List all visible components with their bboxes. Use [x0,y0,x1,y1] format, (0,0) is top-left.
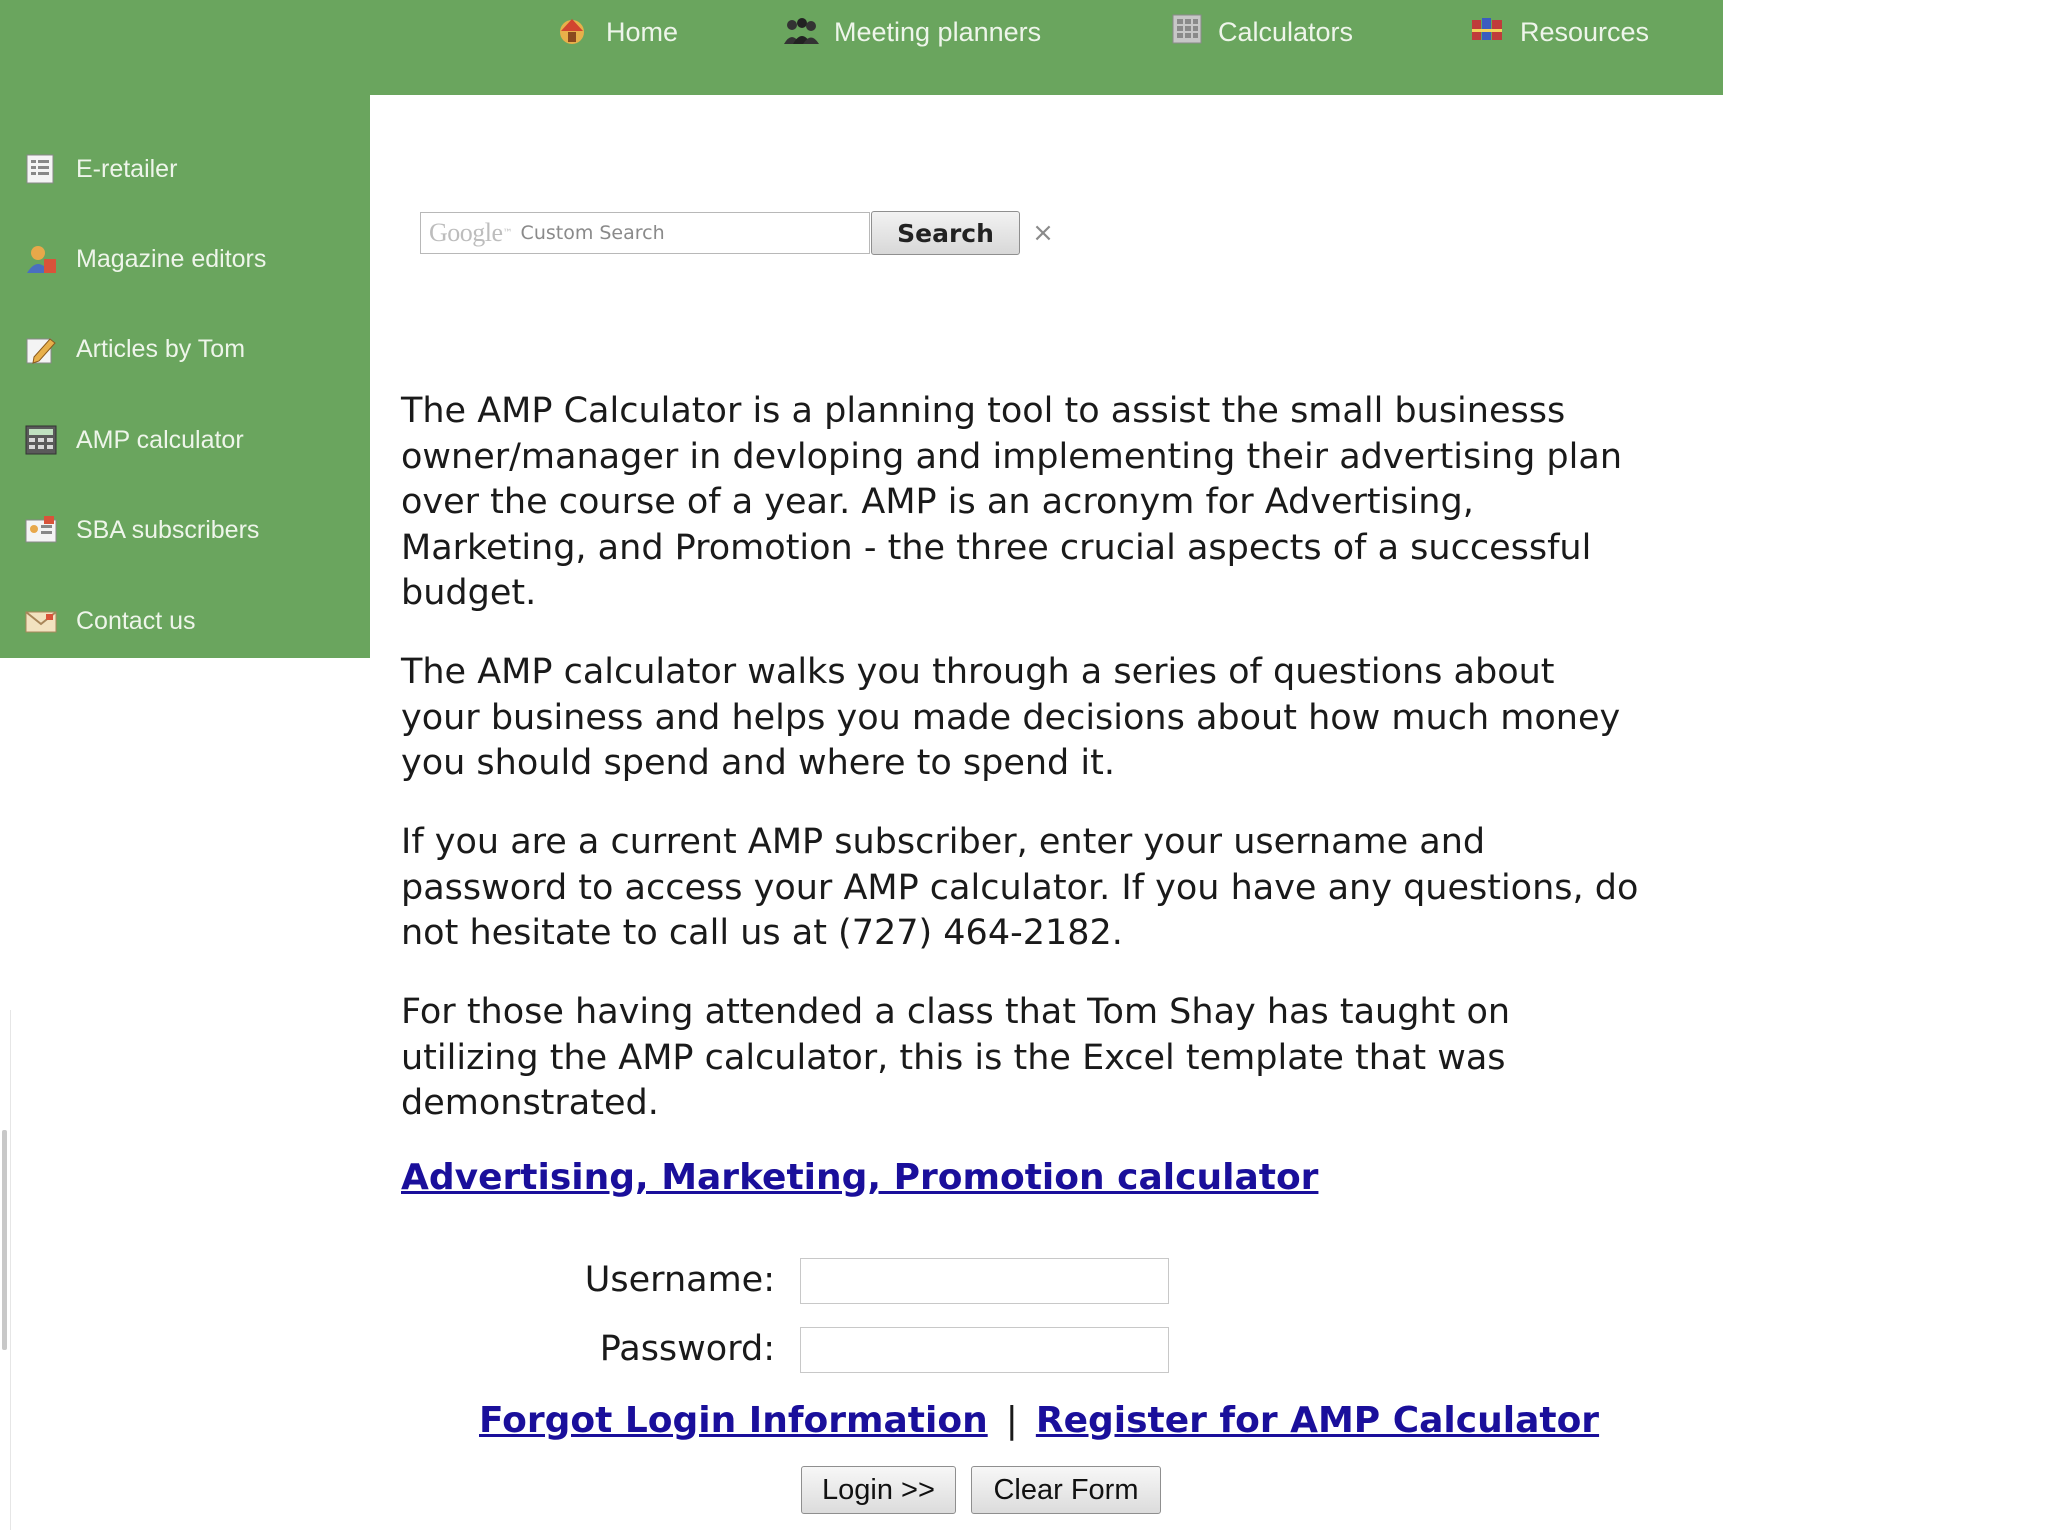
card-icon [24,514,58,546]
editor-icon [24,243,58,275]
login-button[interactable]: Login >> [801,1466,956,1514]
clear-search-icon[interactable]: × [1032,218,1054,248]
nav-item-label: Home [606,16,679,47]
username-label: Username: [584,1260,775,1300]
envelope-icon [24,605,58,637]
calculator-icon [1170,12,1204,53]
password-label: Password: [599,1329,775,1369]
books-icon [1470,12,1506,53]
register-link[interactable]: Register for AMP Calculator [1035,1399,1600,1441]
subscriber-paragraph: If you are a current AMP subscriber, enter your username and password to access your AMP calculator. If you have any questions, do not hesitate to call us at (727) 464-2182. [401,822,1639,953]
top-nav-bar [0,0,1723,95]
sidebar-item-label: Contact us [76,606,196,635]
sidebar-item-label: AMP calculator [76,425,244,454]
amp-template-link[interactable]: Advertising, Marketing, Promotion calculator [401,1157,1319,1198]
nav-item-meeting-planners[interactable] [782,10,1041,54]
nav-item-calculators[interactable] [1170,10,1353,54]
search-button[interactable]: Search [871,211,1020,255]
sidebar-item-articles-by-tom[interactable] [24,327,245,371]
nav-item-label: Meeting planners [834,16,1042,47]
nav-item-label: Resources [1520,16,1650,47]
login-links [479,1395,1599,1445]
sidebar-item-magazine-editors[interactable] [24,237,266,281]
link-separator: | [1005,1399,1018,1441]
intro-paragraph: The AMP Calculator is a planning tool to assist the small businesss owner/manager in devloping and implementing their advertising plan over the course of a year. AMP is an acronym for Advertising, Marketing, and Promotion - the three crucial aspects of a successful budget. [401,391,1623,613]
username-field[interactable] [800,1258,1169,1304]
scrollbar[interactable] [2,1130,7,1350]
search-input[interactable] [420,212,870,254]
list-icon [24,153,58,185]
sidebar-item-sba-subscribers[interactable] [24,508,259,552]
sidebar [0,95,370,658]
search-placeholder: Custom Search [520,222,665,244]
nav-item-home[interactable] [556,10,678,54]
nav-item-resources[interactable] [1470,10,1649,54]
nav-item-label: Calculators [1218,16,1354,47]
sidebar-item-label: Magazine editors [76,244,267,273]
google-logo: Google [429,218,503,247]
sidebar-item-contact-us[interactable] [24,599,196,643]
sidebar-item-e-retailer[interactable] [24,147,177,191]
google-trademark: ™ [502,227,513,239]
home-icon [556,12,592,53]
calculator-icon [24,424,58,456]
description-paragraph: The AMP calculator walks you through a series of questions about your business and helps you made decisions about how much money you should spend and where to spend it. [401,652,1621,783]
template-paragraph: For those having attended a class that Tom Shay has taught on utilizing the AMP calculator, this is the Excel template that was demonstrated. [401,992,1511,1123]
sidebar-item-amp-calculator[interactable] [24,418,244,462]
sidebar-item-label: SBA subscribers [76,515,260,544]
sidebar-item-label: Articles by Tom [76,334,246,363]
pencil-icon [24,333,58,365]
forgot-login-link[interactable]: Forgot Login Information [479,1399,988,1441]
people-icon [782,12,820,53]
sidebar-item-label: E-retailer [76,154,178,183]
clear-form-button[interactable]: Clear Form [971,1466,1161,1514]
password-field[interactable] [800,1327,1169,1373]
